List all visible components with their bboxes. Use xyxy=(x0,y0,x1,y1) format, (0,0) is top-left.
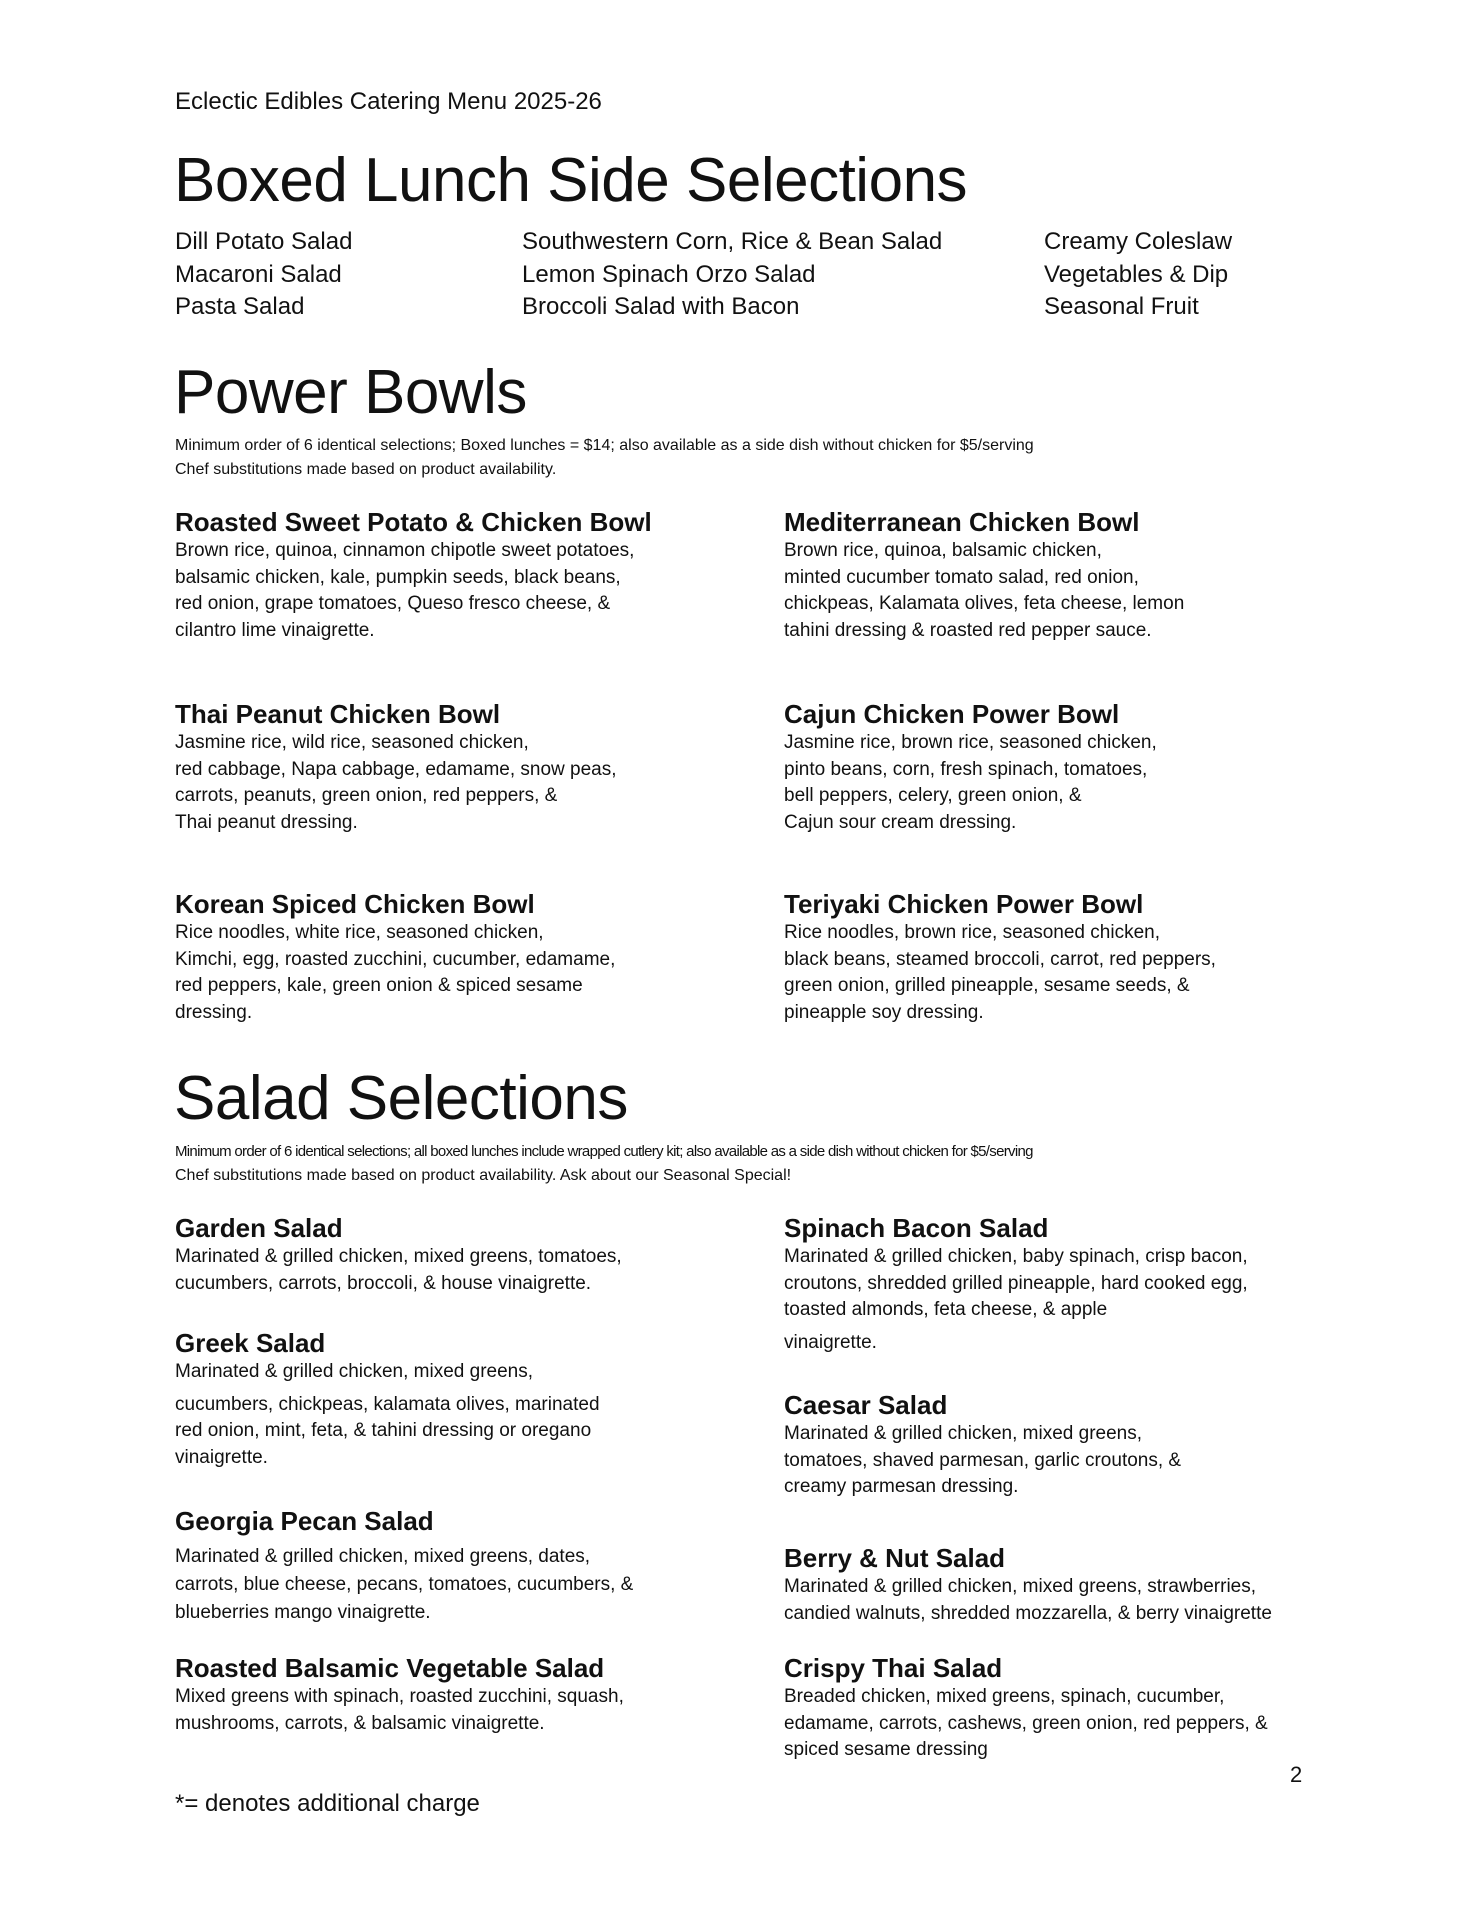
item-name: Georgia Pecan Salad xyxy=(175,1506,434,1536)
desc-line: red peppers, kale, green onion & spiced sesame xyxy=(175,975,583,996)
menu-item xyxy=(175,1327,735,1471)
note-line: Minimum order of 6 identical selections; Boxed lunches = $14; also available as a side dish without chicken for $5/serving xyxy=(175,437,1034,454)
desc-line: Kimchi, egg, roasted zucchini, cucumber, edamame, xyxy=(175,948,616,970)
desc-line: green onion, grilled pineapple, sesame seeds, & xyxy=(784,975,1190,996)
footnote: *= denotes additional charge xyxy=(175,1790,480,1817)
item-name: Greek Salad xyxy=(175,1328,326,1358)
item-name: Mediterranean Chicken Bowl xyxy=(784,507,1140,537)
menu-item xyxy=(175,888,735,1026)
desc-line: Breaded chicken, mixed greens, spinach, cucumber, xyxy=(784,1686,1225,1707)
desc-line: cucumbers, chickpeas, kalamata olives, marinated xyxy=(175,1393,600,1415)
salads-title: Salad Selections xyxy=(174,1064,628,1133)
desc-line: Jasmine rice, wild rice, seasoned chicken, xyxy=(175,732,529,753)
desc-line: spiced sesame dressing xyxy=(784,1739,988,1760)
menu-item xyxy=(784,698,1344,836)
item-name: Roasted Sweet Potato & Chicken Bowl xyxy=(175,507,652,537)
power-bowls-note xyxy=(175,434,1034,482)
menu-item xyxy=(175,1652,735,1737)
desc-line: Marinated & grilled chicken, mixed greens, tomatoes, xyxy=(175,1246,622,1267)
item-description xyxy=(784,538,1344,644)
desc-line: blueberries mango vinaigrette. xyxy=(175,1602,431,1623)
desc-line: balsamic chicken, kale, pumpkin seeds, black beans, xyxy=(175,566,621,588)
desc-line: cilantro lime vinaigrette. xyxy=(175,619,375,641)
item-name: Thai Peanut Chicken Bowl xyxy=(175,699,501,729)
power-bowls-title: Power Bowls xyxy=(174,358,527,427)
menu-item xyxy=(784,1389,1344,1501)
page-number: 2 xyxy=(1290,1762,1303,1787)
desc-line: pinto beans, corn, fresh spinach, tomatoes, xyxy=(784,758,1148,780)
desc-line: dressing. xyxy=(175,1001,253,1023)
desc-line: Marinated & grilled chicken, mixed greens, xyxy=(784,1423,1143,1444)
desc-line: chickpeas, Kalamata olives, feta cheese, lemon xyxy=(784,593,1185,614)
item-description xyxy=(175,730,735,836)
desc-line: tahini dressing & roasted red pepper sauce. xyxy=(784,619,1152,641)
side-item: Southwestern Corn, Rice & Bean Salad xyxy=(522,228,943,255)
desc-line: toasted almonds, feta cheese, & apple xyxy=(784,1299,1108,1320)
side-item: Dill Potato Salad xyxy=(175,228,353,255)
item-name: Berry & Nut Salad xyxy=(784,1543,1006,1573)
side-item: Pasta Salad xyxy=(175,293,305,320)
desc-line: Marinated & grilled chicken, baby spinach, crisp bacon, xyxy=(784,1246,1248,1267)
item-description xyxy=(784,1421,1344,1501)
desc-line: red onion, grape tomatoes, Queso fresco cheese, & xyxy=(175,593,611,614)
item-description xyxy=(175,920,735,1026)
desc-line: carrots, peanuts, green onion, red peppers, & xyxy=(175,785,558,806)
item-description xyxy=(784,1574,1344,1627)
item-description xyxy=(784,1684,1344,1764)
item-name: Spinach Bacon Salad xyxy=(784,1213,1049,1243)
item-name: Cajun Chicken Power Bowl xyxy=(784,699,1120,729)
desc-line: vinaigrette. xyxy=(784,1331,877,1353)
desc-line: Cajun sour cream dressing. xyxy=(784,811,1017,833)
menu-item xyxy=(784,1652,1344,1764)
item-description xyxy=(175,1359,735,1471)
item-description xyxy=(784,730,1344,836)
desc-line: red cabbage, Napa cabbage, edamame, snow peas, xyxy=(175,758,617,780)
item-name: Roasted Balsamic Vegetable Salad xyxy=(175,1653,605,1683)
desc-line: minted cucumber tomato salad, red onion, xyxy=(784,566,1139,588)
desc-line: Jasmine rice, brown rice, seasoned chicken, xyxy=(784,732,1157,753)
item-name: Korean Spiced Chicken Bowl xyxy=(175,889,535,919)
desc-line: Mixed greens with spinach, roasted zucchini, squash, xyxy=(175,1686,624,1707)
menu-item xyxy=(175,698,735,836)
desc-line: Brown rice, quinoa, balsamic chicken, xyxy=(784,540,1102,561)
side-item: Creamy Coleslaw xyxy=(1044,228,1233,255)
desc-line: black beans, steamed broccoli, carrot, red peppers, xyxy=(784,948,1216,970)
desc-line: creamy parmesan dressing. xyxy=(784,1476,1019,1497)
item-description xyxy=(175,1543,735,1627)
side-item: Lemon Spinach Orzo Salad xyxy=(522,260,816,288)
item-description xyxy=(784,920,1344,1026)
desc-line: vinaigrette. xyxy=(175,1446,268,1468)
desc-line: tomatoes, shaved parmesan, garlic croutons, & xyxy=(784,1449,1182,1471)
menu-item xyxy=(784,1212,1344,1356)
desc-line: Rice noodles, white rice, seasoned chicken, xyxy=(175,922,544,943)
desc-line: cucumbers, carrots, broccoli, & house vinaigrette. xyxy=(175,1272,592,1294)
sides-column-3 xyxy=(1044,226,1232,324)
menu-item xyxy=(784,1542,1344,1627)
document-header: Eclectic Edibles Catering Menu 2025-26 xyxy=(175,88,602,115)
side-item: Macaroni Salad xyxy=(175,260,342,288)
desc-line: bell peppers, celery, green onion, & xyxy=(784,785,1082,806)
item-description xyxy=(784,1244,1344,1356)
side-item: Seasonal Fruit xyxy=(1044,293,1199,320)
desc-line: red onion, mint, feta, & tahini dressing or oregano xyxy=(175,1420,592,1441)
desc-line: Thai peanut dressing. xyxy=(175,811,358,833)
item-name: Crispy Thai Salad xyxy=(784,1653,1003,1683)
menu-item xyxy=(175,506,735,644)
item-description xyxy=(175,1684,735,1737)
boxed-sides-title: Boxed Lunch Side Selections xyxy=(174,146,968,215)
note-line: Chef substitutions made based on product availability. Ask about our Seasonal Special! xyxy=(175,1167,792,1184)
menu-item xyxy=(175,1212,735,1297)
side-item: Broccoli Salad with Bacon xyxy=(522,293,800,320)
desc-line: mushrooms, carrots, & balsamic vinaigrette. xyxy=(175,1712,545,1734)
sides-column-2 xyxy=(522,226,942,324)
menu-item xyxy=(784,888,1344,1026)
item-name: Teriyaki Chicken Power Bowl xyxy=(784,889,1144,919)
item-description xyxy=(175,1244,735,1297)
item-description xyxy=(175,538,735,644)
menu-item xyxy=(175,1505,735,1627)
desc-line: Marinated & grilled chicken, mixed greens, xyxy=(175,1361,534,1382)
item-name: Garden Salad xyxy=(175,1213,343,1243)
desc-line: croutons, shredded grilled pineapple, hard cooked egg, xyxy=(784,1272,1248,1294)
item-name: Caesar Salad xyxy=(784,1390,948,1420)
salads-note xyxy=(175,1140,1033,1188)
note-line: Minimum order of 6 identical selections; all boxed lunches include wrapped cutlery kit; also available as a side dish without chicken for $5/serving xyxy=(175,1143,1033,1160)
note-line: Chef substitutions made based on product availability. xyxy=(175,461,557,478)
side-item: Vegetables & Dip xyxy=(1044,260,1229,288)
desc-line: candied walnuts, shredded mozzarella, & berry vinaigrette xyxy=(784,1602,1272,1624)
desc-line: Marinated & grilled chicken, mixed greens, dates, xyxy=(175,1546,591,1567)
menu-item xyxy=(784,506,1344,644)
sides-column-1 xyxy=(175,226,352,324)
desc-line: carrots, blue cheese, pecans, tomatoes, cucumbers, & xyxy=(175,1574,634,1595)
desc-line: Brown rice, quinoa, cinnamon chipotle sweet potatoes, xyxy=(175,540,635,561)
desc-line: edamame, carrots, cashews, green onion, red peppers, & xyxy=(784,1712,1268,1734)
desc-line: Marinated & grilled chicken, mixed greens, strawberries, xyxy=(784,1576,1257,1597)
desc-line: pineapple soy dressing. xyxy=(784,1001,984,1023)
desc-line: Rice noodles, brown rice, seasoned chicken, xyxy=(784,922,1160,943)
